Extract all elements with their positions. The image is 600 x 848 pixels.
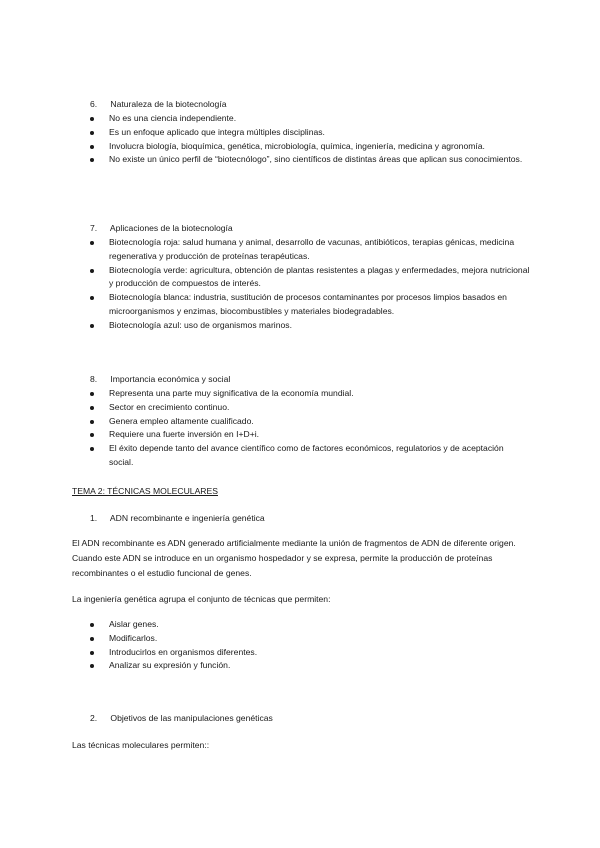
list-item: Modificarlos. — [90, 632, 530, 646]
section-title: ADN recombinante e ingeniería genética — [109, 513, 265, 523]
section-number: 7. — [90, 223, 98, 233]
bullet-icon — [90, 406, 94, 410]
bullet-icon — [90, 117, 94, 121]
bullet-icon — [90, 131, 94, 135]
tema2-techniques-list — [90, 618, 530, 673]
bullet-icon — [90, 145, 94, 149]
section-number: 1. — [90, 513, 98, 523]
list-item: Analizar su expresión y función. — [90, 659, 530, 673]
list-item: Involucra biología, bioquímica, genética, microbiología, química, ingeniería, medicina y agronomía. — [90, 140, 530, 154]
list-item: No existe un único perfil de “biotecnólogo”, sino científicos de distintas áreas que aplican sus conocimientos. — [90, 153, 530, 167]
list-item: No es una ciencia independiente. — [90, 112, 530, 126]
bullet-icon — [90, 392, 94, 396]
section-title: Aplicaciones de la biotecnología — [109, 223, 233, 233]
section-7-heading — [90, 223, 233, 233]
list-item: Biotecnología azul: uso de organismos marinos. — [90, 319, 530, 333]
section-number: 6. — [90, 99, 98, 109]
list-item: Introducirlos en organismos diferentes. — [90, 646, 530, 660]
chapter-title: TEMA 2: TÉCNICAS MOLECULARES — [72, 486, 218, 496]
bullet-icon — [90, 324, 94, 328]
section-number: 8. — [90, 374, 98, 384]
bullet-icon — [90, 241, 94, 245]
bullet-icon — [90, 433, 94, 437]
section-6-list — [90, 112, 530, 167]
section-7-list — [90, 236, 530, 333]
list-item: Es un enfoque aplicado que integra múltiples disciplinas. — [90, 126, 530, 140]
list-item: Sector en crecimiento continuo. — [90, 401, 530, 415]
bullet-icon — [90, 269, 94, 273]
bullet-icon — [90, 623, 94, 627]
list-item: Representa una parte muy significativa de la economía mundial. — [90, 387, 530, 401]
list-item: Biotecnología verde: agricultura, obtención de plantas resistentes a plagas y enfermedades, mejora nutricional y producción de compuestos de interés. — [90, 264, 530, 292]
bullet-icon — [90, 447, 94, 451]
bullet-icon — [90, 296, 94, 300]
section-title: Importancia económica y social — [110, 374, 231, 384]
bullet-icon — [90, 158, 94, 162]
paragraph-molecular-techniques: Las técnicas moleculares permiten:: — [72, 740, 210, 750]
bullet-icon — [90, 664, 94, 668]
section-6-heading — [90, 99, 227, 109]
list-item: Biotecnología blanca: industria, sustitución de procesos contaminantes por procesos limpios basados en microorganismos y enzimas, biocombustibles y materiales biodegradables. — [90, 291, 530, 319]
tema2-section-2-heading — [90, 713, 273, 723]
list-item: Genera empleo altamente cualificado. — [90, 415, 530, 429]
bullet-icon — [90, 637, 94, 641]
section-8-list — [90, 387, 530, 470]
tema2-section-1-heading — [90, 513, 265, 523]
bullet-icon — [90, 420, 94, 424]
paragraph-recombinant-dna: El ADN recombinante es ADN generado artificialmente mediante la unión de fragmentos de ADN de diferente origen. Cuando este ADN se introduce en un organismo hospedador y se expresa, permite la producción de proteínas recombinantes o el estudio funcional de genes. — [72, 538, 516, 578]
paragraph-genetic-engineering: La ingeniería genética agrupa el conjunto de técnicas que permiten: — [72, 594, 331, 604]
bullet-icon — [90, 651, 94, 655]
list-item: Aislar genes. — [90, 618, 530, 632]
section-title: Naturaleza de la biotecnología — [110, 99, 227, 109]
list-item: Biotecnología roja: salud humana y animal, desarrollo de vacunas, antibióticos, terapias génicas, medicina regenerativa y producción de proteínas terapéuticas. — [90, 236, 530, 264]
list-item: El éxito depende tanto del avance científico como de factores económicos, regulatorios y de aceptación social. — [90, 442, 530, 470]
list-item: Requiere una fuerte inversión en I+D+i. — [90, 428, 530, 442]
section-number: 2. — [90, 713, 98, 723]
section-8-heading — [90, 374, 230, 384]
section-title: Objetivos de las manipulaciones genéticas — [110, 713, 273, 723]
